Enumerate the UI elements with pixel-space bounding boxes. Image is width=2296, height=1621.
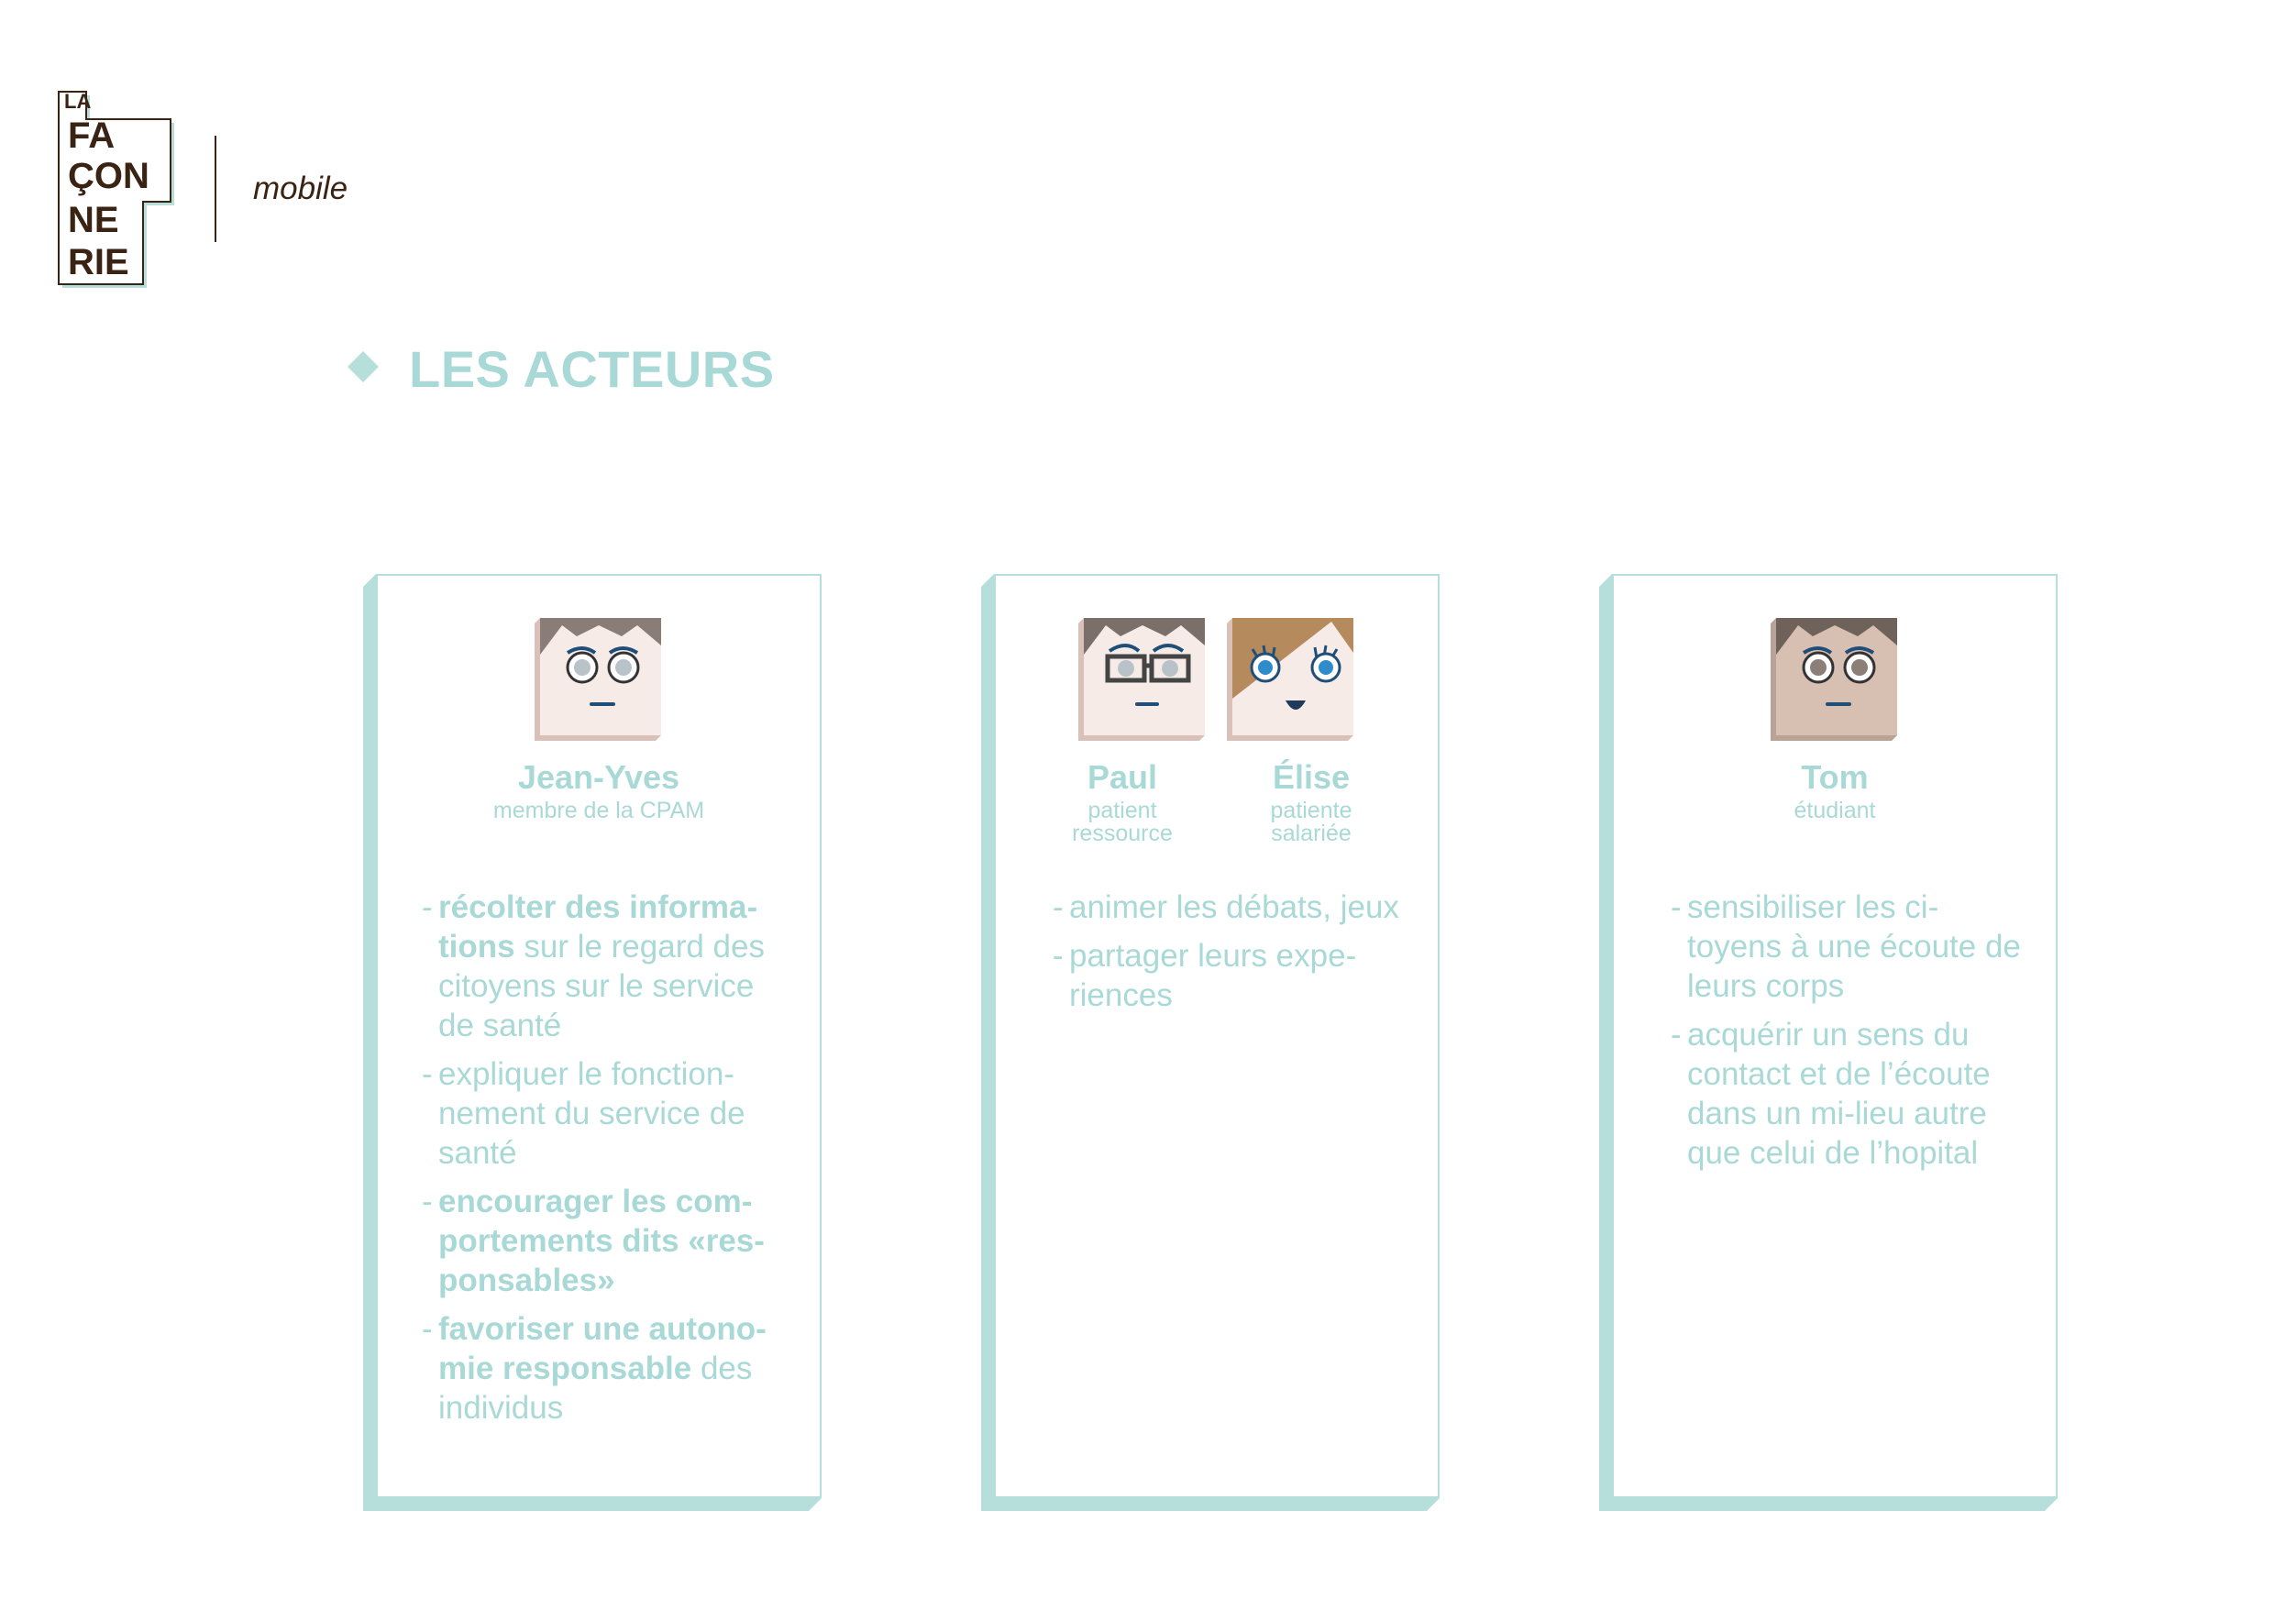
- person-name: Jean-Yves: [517, 758, 680, 796]
- card-body: [376, 574, 822, 1498]
- person-role: patient ressource: [1072, 797, 1173, 846]
- duties-list: [1053, 888, 1410, 1024]
- avatar-row: [1614, 612, 2056, 741]
- logo-line-rie: RIE: [68, 242, 129, 282]
- person-paul: [1054, 759, 1191, 845]
- person-role: membre de la CPAM: [492, 797, 705, 823]
- duties-list: [422, 888, 792, 1437]
- duty-item: - encourager les com-portements dits «res-ponsables»: [422, 1182, 792, 1300]
- logo-line-ne: NE: [68, 200, 119, 240]
- logo-divider: [215, 136, 216, 242]
- section-title: LES ACTEURS: [409, 340, 775, 398]
- person-role: patiente salariée: [1270, 797, 1352, 846]
- logo-line-fa: FA: [68, 116, 116, 156]
- duty-item: - favoriser une autono-mie responsable des individus: [422, 1309, 792, 1428]
- logo-line-la: LA: [64, 90, 92, 113]
- names-row: [378, 759, 820, 822]
- avatar-row: [996, 612, 1438, 741]
- actor-card-paul-elise: [981, 574, 1440, 1511]
- woman-face-icon: [1227, 612, 1355, 741]
- person-jean-yves: [461, 759, 736, 822]
- card-body: [994, 574, 1440, 1498]
- person-tom: [1697, 759, 1972, 822]
- person-role: étudiant: [1794, 797, 1876, 823]
- duty-item: - partager leurs expe-riences: [1053, 936, 1410, 1015]
- duty-item: - récolter des informa-tions sur le regard des citoyens sur le service de santé: [422, 888, 792, 1045]
- la-faconnerie-logo: [55, 83, 193, 303]
- duty-item: - expliquer le fonction-nement du service de santé: [422, 1054, 792, 1173]
- duty-item: - acquérir un sens du contact et de l’écoute dans un mi-lieu autre que celui de l’hopital: [1671, 1015, 2028, 1173]
- actor-card-tom: [1599, 574, 2058, 1511]
- logo-line-con: ÇON: [68, 156, 149, 196]
- man-glasses-face-icon: [1078, 612, 1207, 741]
- diamond-bullet-icon: [348, 351, 379, 382]
- person-name: Paul: [1087, 758, 1158, 796]
- person-name: Tom: [1801, 758, 1869, 796]
- person-elise: [1242, 759, 1380, 845]
- tagline: mobile: [253, 171, 348, 206]
- names-row: [1614, 759, 2056, 822]
- man-face-icon: [1771, 612, 1899, 741]
- duty-item: - animer les débats, jeux: [1053, 888, 1410, 927]
- person-name: Élise: [1272, 758, 1351, 796]
- man-face-icon: [535, 612, 663, 741]
- duties-list: [1671, 888, 2028, 1182]
- names-row: [996, 759, 1438, 845]
- card-body: [1612, 574, 2058, 1498]
- actor-card-jean-yves: [363, 574, 822, 1511]
- duty-item: - sensibiliser les ci-toyens à une écoute de leurs corps: [1671, 888, 2028, 1006]
- avatar-row: [378, 612, 820, 741]
